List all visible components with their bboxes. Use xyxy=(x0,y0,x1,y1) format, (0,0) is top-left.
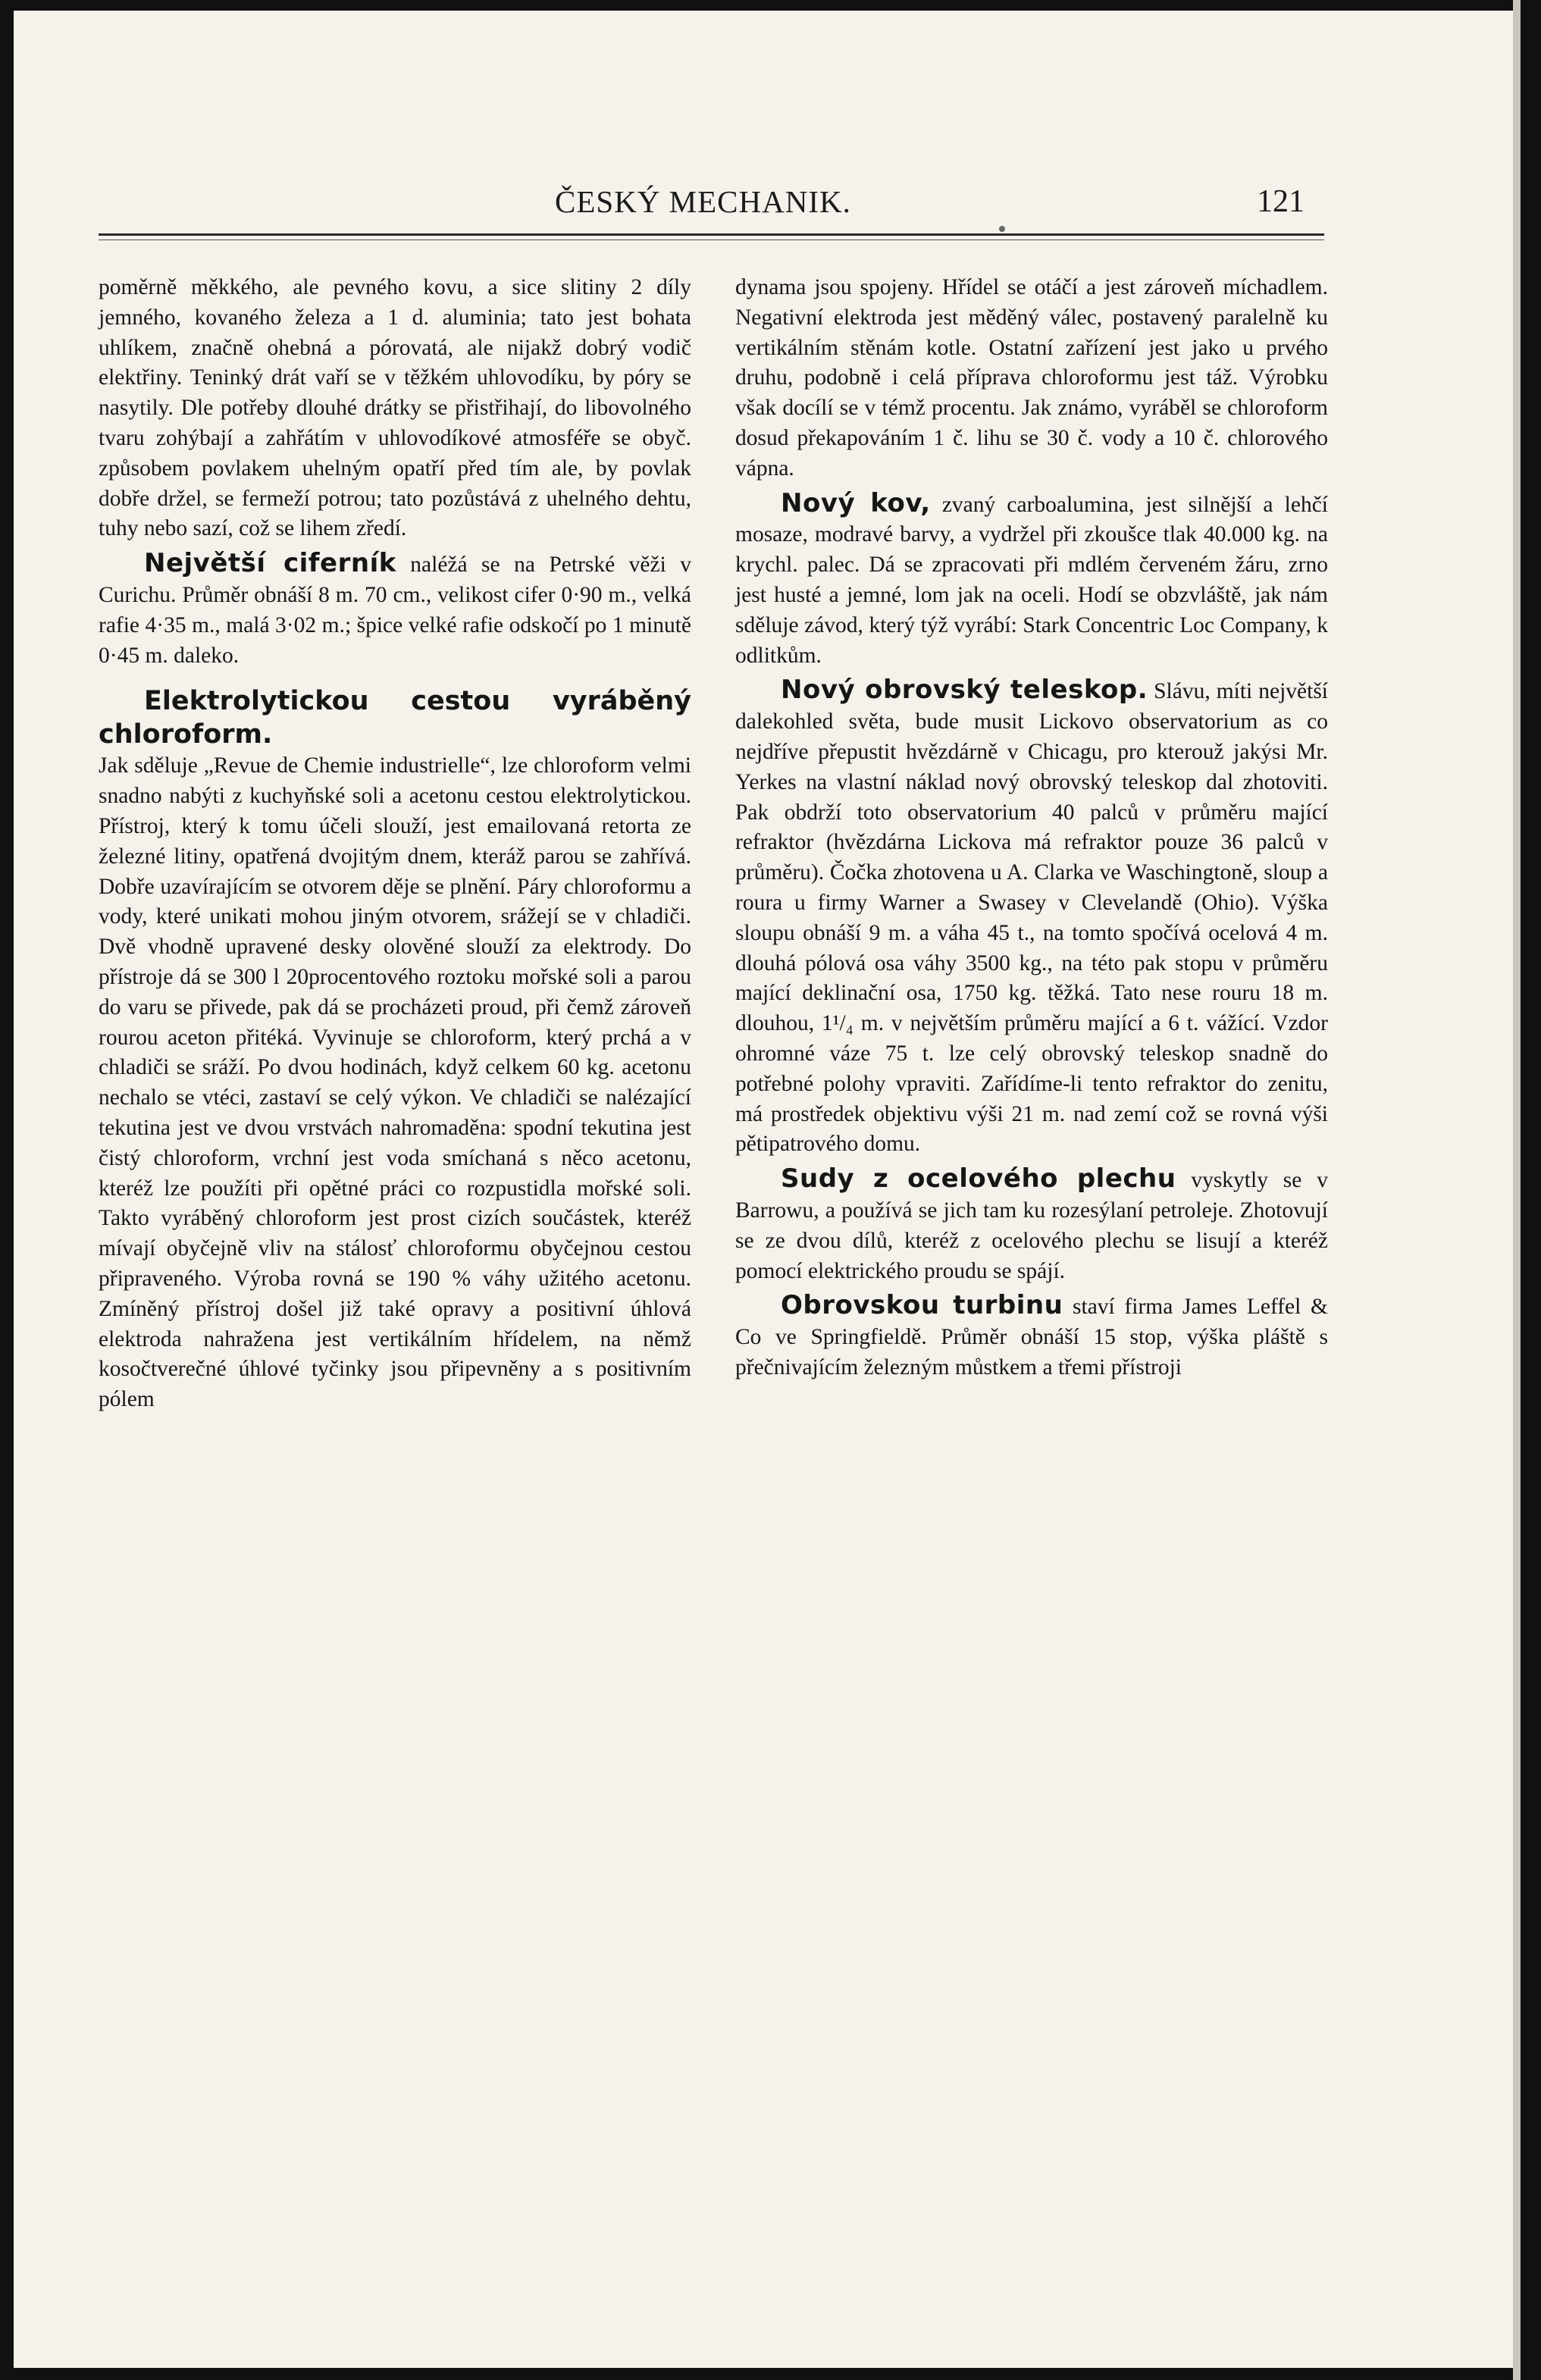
article-chloroform-heading: Elektrolytickou cestou vyráběný chloroform. xyxy=(99,686,691,750)
paragraph-continued: dynama jsou spojeny. Hřídel se otáčí a jest zároveň míchadlem. Negativní elektroda jest měděný válec, postavený paralelně ku vertikálním stěnám kotle. Ostatní zařízení jest jako u prvého druhu, podobně i celá příprava chloroformu jest táž. Výrobku však docílí se v témž procentu. Jak známo, vyráběl se chloroform dosud překapováním 1 č. lihu se 30 č. vody a 10 č. chlorového vápna. xyxy=(735,275,1328,481)
article-chloroform-text: Jak sděluje „Revue de Chemie industrielle“, lze chloroform velmi snadno nabýti z kuchyňské soli a acetonu cestou elektrolytickou. Přístroj, který k tomu účeli slouží, jest emailovaná retorta ze železné litiny, opatřená dvojitým dnem, kteráž parou se zahřívá. Dobře uzavírajícím se otvorem děje se plnění. Páry chloroformu a vody, které unikati mohou jiným otvorem, srážejí se v chladiči. Dvě vhodně upravené desky olověné slouží za elektrody. Do přístroje dá se 300 l 20procentového roztoku mořské soli a parou do varu se přivede, pak dá se procházeti proud, při čemž zároveň rourou aceton přitéká. Vyvinuje se chloroform, který prchá a v chladiči se sráží. Po dvou hodinách, když celkem 60 kg. acetonu nechalo se vtéci, zastaví se celý výkon. Ve chladiči se nalézající tekutina jest ve dvou vrstvách nahromaděna: spodní tekutina jest čistý chloroform, vrchní jest voda smíchaná s něco acetonu, kteréž lze použíti při opětné práci co rozpustidla mořské soli. Takto vyráběný chloroform jest prost cizích součástek, kteréž mívají obyčejně vliv na stálosť chloroformu obyčejnou cestou připraveného. Výroba rovná se 190 % váhy užitého acetonu. Zmíněný přístroj došel již také opravy a positivní úhlová elektroda nahražena jest vertikálním hřídelem, na němž kosočtverečné úhlové tyčinky jsou připevněny a s positivním pólem xyxy=(99,753,691,1412)
article-text: vyskytly se v Barrowu, a používá se jich tam ku rozesýlaní petroleje. Zhotovují se ze dvou dílů, kteréž z ocelového plechu se lisují a kteréž pomocí elektrického proudu se spájí. xyxy=(735,1168,1328,1283)
article-text: zvaný carboalumina, jest silnější a lehčí mosaze, modravé barvy, a vydržel při zkoušce tlak 40.000 kg. na krychl. palec. Dá se zpracovati při mdlém červeném žáru, zrno jest husté a jemné, lom jak na oceli. Hodí se obzvláště, jak nám sděluje závod, který týž vyrábí: Stark Concentric Loc Company, k odlitkům. xyxy=(735,492,1328,668)
page-edge xyxy=(1513,0,1521,2380)
article-telescope xyxy=(735,675,1328,1160)
running-header xyxy=(99,180,1311,241)
article-heading: Největší ciferník xyxy=(144,548,396,579)
article-largest-dial xyxy=(99,549,691,671)
article-heading: Nový kov, xyxy=(781,487,931,518)
page-number: 121 xyxy=(1257,184,1305,219)
right-column xyxy=(735,273,1328,1383)
article-steel-barrels xyxy=(735,1164,1328,1286)
article-heading: Obrovskou turbinu xyxy=(781,1290,1063,1321)
left-column xyxy=(99,273,691,1415)
article-text: staví firma James Leffel & Co ve Springfieldě. Průměr obnáší 15 stop, výška pláště s přečnivajícím železným můstkem a třemi přístroji xyxy=(735,1295,1328,1379)
scan-speck xyxy=(999,226,1005,232)
paragraph-continued: poměrně měkkého, ale pevného kovu, a sice slitiny 2 díly jemného, kovaného železa a 1 d. aluminia; tato jest bohata uhlíkem, značně ohebná a pórovatá, ale nijakž dobrý vodič elektřiny. Teninký drát vaří se v těžkém uhlovodíku, by póry se nasytily. Dle potřeby dlouhé drátky se přistřihají, do libovolného tvaru zohýbají a zahřátím v uhlovodíkové atmosféře se obyč. způsobem povlakem uhelným opatří před tím ale, by povlak dobře držel, se fermeží potrou; tato pozůstává z uhelného dehtu, tuhy nebo sazí, což se lihem zředí. xyxy=(99,275,691,541)
article-heading: Sudy z ocelového plechu xyxy=(781,1163,1176,1195)
journal-title: ČESKÝ MECHANIK. xyxy=(555,184,851,219)
article-text: Slávu, míti největší dalekohled světa, bude musit Lickovo observatorium as co nejdříve přepustit hvězdárně v Chicagu, pro kterouž jakýsi Mr. Yerkes na vlastní náklad nový obrovský teleskop dal zhotoviti. Pak obdrží toto observatorium 40 palců v průměru mající refraktor (hvězdárna Lickova má refraktor pouze 36 palců v průměru). Čočka zhotovena u A. Clarka ve Waschingtoně, sloup a roura u firmy Warner a Swasey v Clevelandě (Ohio). Výška sloupu obnáší 9 m. a váha 45 t., na tomto spočívá ocelová 4 m. dlouhá pólová osa váhy 3500 kg., na této pak stopu v průměru mající deklinační osa, 1750 kg. těžká. Tato nese rouru 18 m. dlouhou, 1¹/₄ m. v největším průměru mající a 6 t. vážící. Vzdor ohromné váze 75 t. lze celý obrovský teleskop snadně do potřebné polohy vpraviti. Zařídíme-li tento refraktor do zenitu, má prostředek objektivu výši 21 m. nad zemí což se rovná výši pětipatrového domu. xyxy=(735,679,1328,1157)
article-turbine xyxy=(735,1291,1328,1383)
article-text: naléžá se na Petrské věži v Curichu. Průměr obnáší 8 m. 70 cm., velikost cifer 0·90 m., velká rafie 4·35 m., malá 3·02 m.; špice velké rafie odskočí po 1 minutě 0·45 m. daleko. xyxy=(99,553,691,668)
article-heading: Nový obrovský teleskop. xyxy=(781,675,1148,706)
article-new-metal xyxy=(735,489,1328,672)
header-rule xyxy=(99,233,1324,236)
